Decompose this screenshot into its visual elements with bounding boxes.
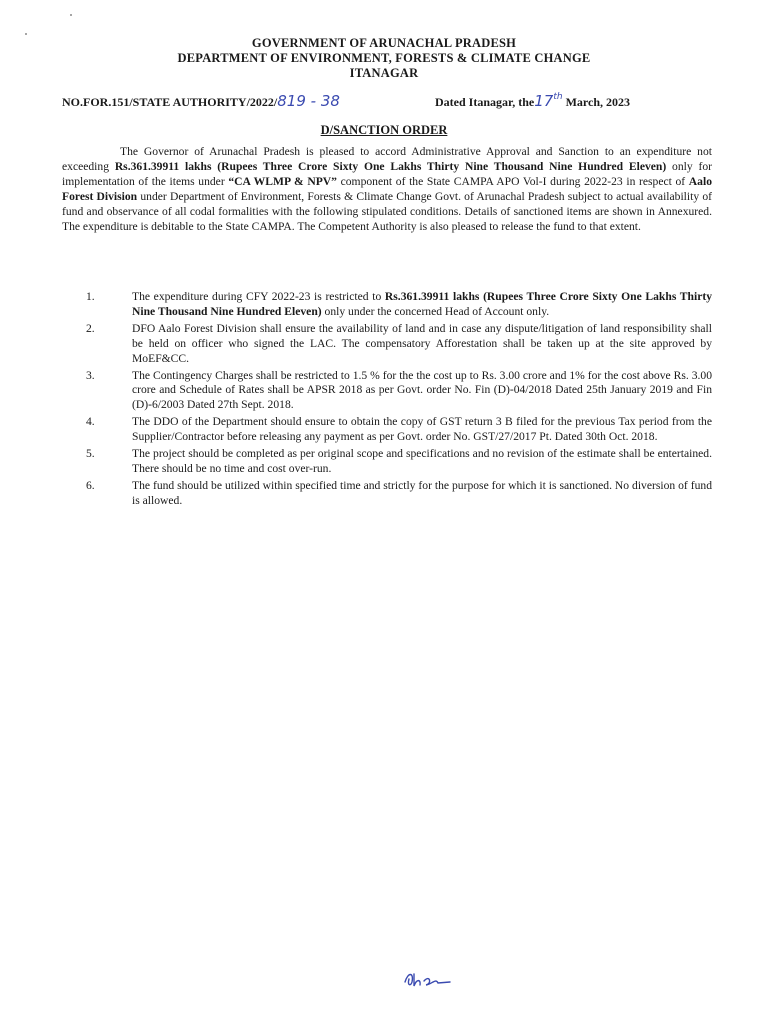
conditions-list [62, 290, 712, 511]
condition-item [62, 447, 712, 477]
condition-number: 5. [86, 447, 95, 461]
condition-text: The fund should be utilized within specified time and strictly for the purpose for which it is sanctioned. No diversion of fund is allowed. [132, 478, 712, 507]
condition-item [62, 479, 712, 509]
header-government: GOVERNMENT OF ARUNACHAL PRADESH [251, 36, 517, 50]
scan-speck [25, 33, 27, 35]
condition-item [62, 290, 712, 320]
order-title: D/SANCTION ORDER [320, 123, 448, 137]
condition-text: The Contingency Charges shall be restricted to 1.5 % for the the cost up to Rs. 3.00 crore and 1% for the cost above Rs. 3.00 crore and Schedule of Rates shall be APSR 2018 as per Govt. order No. Fin (D)-04/2018 Dated 25th January 2019 and Fin (D)-6/2003 Dated 27th Sept. 2018. [132, 368, 712, 412]
date-day-handwritten: 17 [534, 92, 554, 110]
header-department: DEPARTMENT OF ENVIRONMENT, FORESTS & CLIMATE CHANGE [177, 51, 591, 65]
intro-amount: Rs.361.39911 lakhs (Rupees Three Crore Sixty One Lakhs Thirty Nine Thousand Nine Hundred Eleven) [114, 159, 667, 173]
condition-item [62, 415, 712, 445]
condition-text: DFO Aalo Forest Division shall ensure the availability of land and in case any dispute/litigation of land responsibility shall be held on officer who signed the LAC. The compensatory Afforestation shall be taken up at the site approved by MoEF&CC. [132, 321, 712, 365]
date-prefix: Dated Itanagar, the [435, 95, 535, 109]
header-place: ITANAGAR [349, 66, 419, 80]
date-suffix: March, 2023 [565, 95, 630, 109]
intro-division: Aalo Forest Division [62, 174, 712, 203]
date-day-suffix: th [553, 92, 563, 102]
reference-line [62, 92, 692, 110]
condition-number: 6. [86, 478, 95, 492]
condition-number: 4. [86, 415, 95, 429]
order-number-handwritten: 819 - 38 [277, 92, 340, 110]
intro-text: The Governor of Arunachal Pradesh is pleased to accord Administrative Approval and Sanction to an expenditure not exceeding [62, 145, 712, 173]
scan-speck [70, 14, 72, 16]
signature-initials [402, 968, 452, 990]
order-number-prefix: NO.FOR.151/STATE AUTHORITY/2022/ [62, 95, 278, 109]
intro-component: “CA WLMP & NPV” [228, 174, 337, 188]
condition-text: The project should be completed as per original scope and specifications and no revision of the estimate shall be entertained. There should be no time and cost over-run. [132, 447, 712, 475]
condition-item [62, 369, 712, 414]
condition-number: 3. [86, 368, 95, 382]
condition-item [62, 322, 712, 367]
intro-text: component of the State CAMPA APO Vol-I during 2022-23 in respect of [336, 174, 689, 188]
condition-amount: Rs.361.39911 lakhs (Rupees Three Crore Sixty One Lakhs Thirty Nine Thousand Nine Hundred Eleven) [132, 290, 712, 318]
condition-number: 1. [86, 290, 95, 303]
intro-text: only for implementation of the items under [62, 159, 712, 188]
intro-text: under Department of Environment, Forests & Climate Change Govt. of Arunachal Pradesh subject to actual availability of fund and observance of all codal formalities with the following stipulated conditions. Details of sanctioned items are shown in Annexured. The expenditure is debitable to the State CAMPA. The Competent Authority is also pleased to release the fund to that extent. [62, 189, 712, 233]
condition-number: 2. [86, 321, 95, 335]
condition-text: only under the concerned Head of Account only. [321, 304, 550, 318]
intro-paragraph [62, 145, 712, 234]
condition-text: The DDO of the Department should ensure to obtain the copy of GST return 3 B filed for the previous Tax period from the Supplier/Contractor before releasing any payment as per Govt. order No. GST/27/2017 Pt. Dated 30th Oct. 2018. [132, 415, 712, 444]
order-date [435, 92, 630, 110]
condition-text: The expenditure during CFY 2022-23 is restricted to [132, 290, 385, 303]
